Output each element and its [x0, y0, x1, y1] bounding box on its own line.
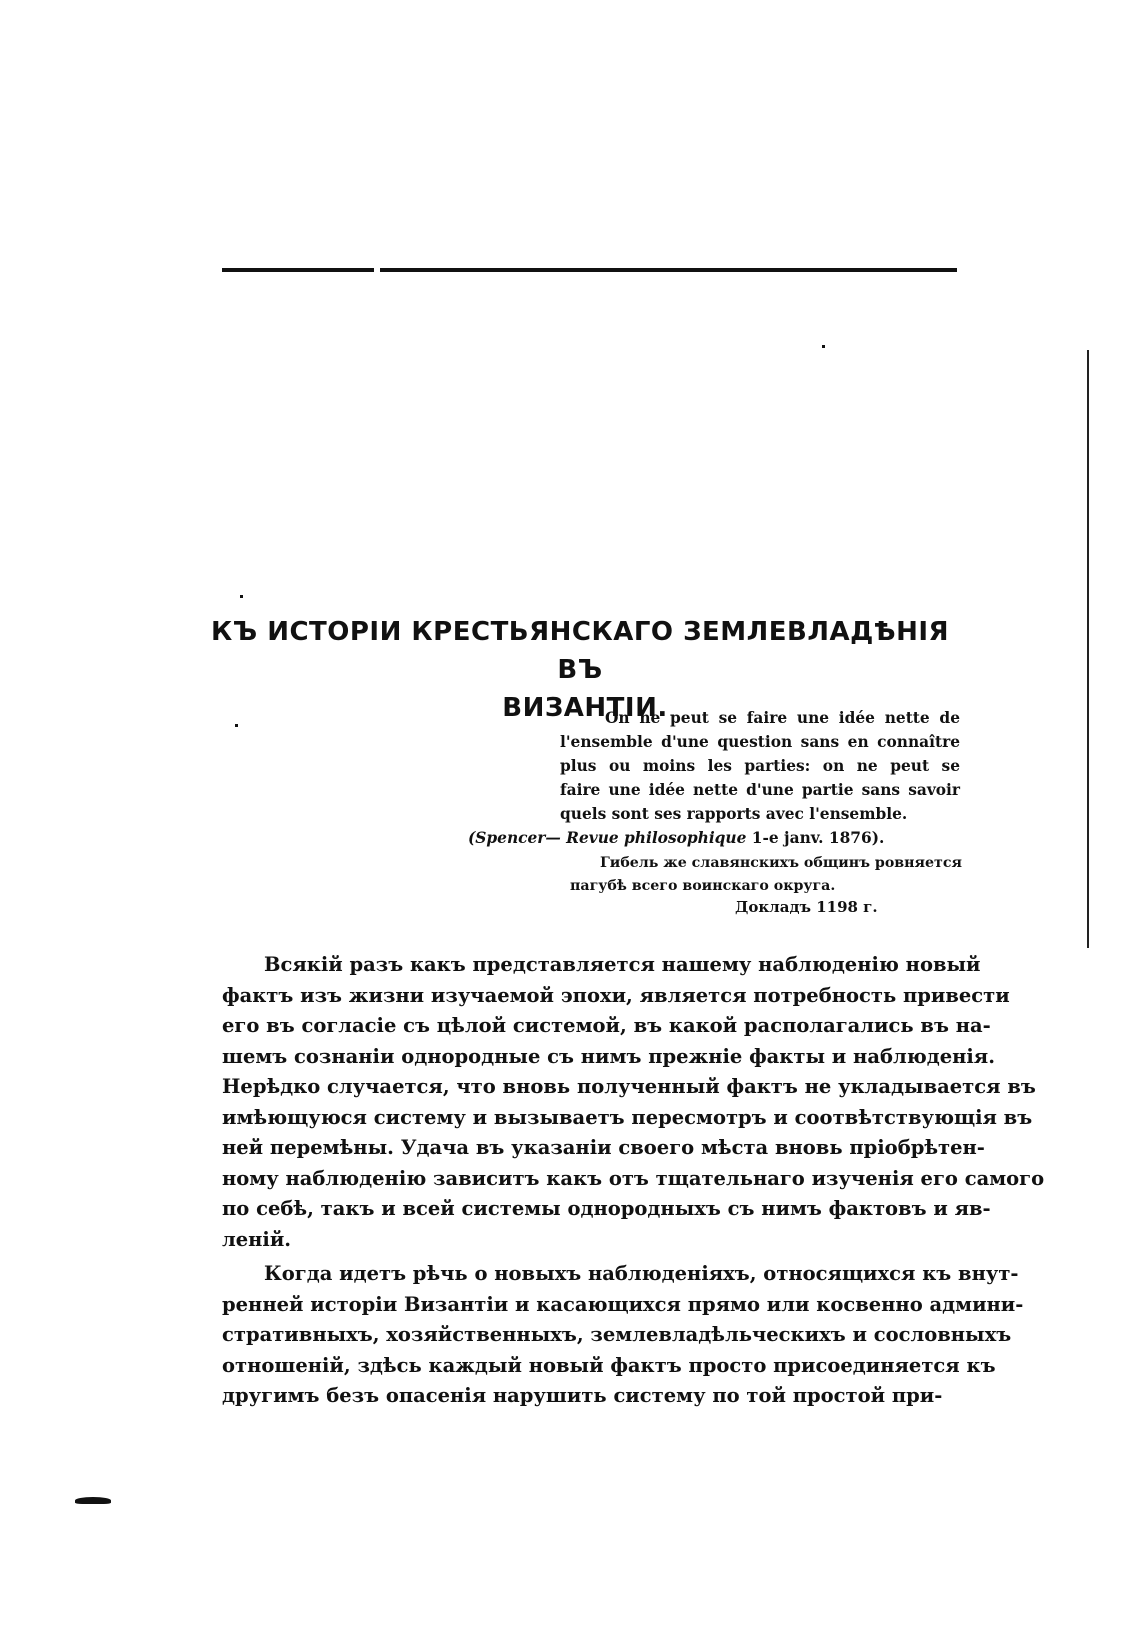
epigraph-attribution: Докладъ 1198 г.: [735, 898, 878, 916]
body-text: [222, 950, 1045, 1416]
margin-rule: [1087, 350, 1089, 948]
epigraph-line: quels sont ses rapports avec l'ensemble.: [560, 805, 908, 823]
ink-speck: [240, 595, 243, 598]
paragraph: [222, 1259, 1024, 1412]
epigraph-line: plus ou moins les parties: on ne peut se: [560, 757, 960, 775]
text-line: ней перемѣны. Удача въ указаніи своего мѣста вновь пріобрѣтен-: [222, 1136, 985, 1159]
text-line: его въ согласіе съ цѣлой системой, въ какой располагались въ на-: [222, 1014, 991, 1037]
ink-blot: [75, 1497, 111, 1504]
text-line: фактъ изъ жизни изучаемой эпохи, является потребность привести: [222, 983, 1010, 1007]
header-rule: [222, 268, 957, 272]
citation-journal: Revue philosophique: [566, 829, 747, 847]
text-line: ренней исторіи Византіи и касающихся прямо или косвенно админи-: [222, 1292, 1024, 1316]
epigraph-line: On ne peut se faire une idée nette de: [605, 709, 960, 727]
text-line: другимъ безъ опасенія нарушить систему по той простой при-: [222, 1384, 943, 1407]
text-line: ному наблюденію зависитъ какъ отъ тщательнаго изученія его самого: [222, 1166, 1045, 1190]
text-line: Всякій разъ какъ представляется нашему наблюденію новый: [264, 953, 981, 976]
text-line: отношеній, здѣсь каждый новый фактъ просто присоединяется къ: [222, 1353, 996, 1377]
epigraph-line: l'ensemble d'une question sans en connaître: [560, 733, 960, 751]
text-line: стративныхъ, хозяйственныхъ, землевладѣльческихъ и сословныхъ: [222, 1323, 1012, 1346]
title-line: ВИЗАНТІИ.: [502, 693, 668, 723]
russian-epigraph: [570, 852, 962, 898]
text-line: имѣющуюся систему и вызываетъ пересмотръ и соотвѣтствующія въ: [222, 1105, 1033, 1129]
citation-author: (Spencer—: [468, 829, 561, 847]
epigraph-line: пагубѣ всего воинскаго округа.: [570, 878, 836, 894]
french-epigraph: [560, 706, 960, 826]
text-line: Когда идетъ рѣчь о новыхъ наблюденіяхъ, относящихся къ внут-: [264, 1262, 1019, 1285]
text-line: леній.: [222, 1227, 292, 1251]
text-line: шемъ сознаніи однородные съ нимъ прежніе факты и наблюденія.: [222, 1044, 995, 1068]
epigraph-line: faire une idée nette d'une partie sans savoir: [560, 781, 960, 799]
paragraph: [222, 950, 1045, 1255]
title-line: КЪ ИСТОРІИ КРЕСТЬЯНСКАГО ЗЕМЛЕВЛАДѢНІЯ ВЪ: [210, 617, 950, 685]
text-line: Нерѣдко случается, что вновь полученный фактъ не укладывается въ: [222, 1075, 1036, 1098]
text-line: по себѣ, такъ и всей системы однородныхъ съ нимъ фактовъ и яв-: [222, 1197, 991, 1220]
epigraph-line: Гибель же славянскихъ общинъ ровняется: [600, 855, 962, 871]
citation-date: 1-e janv. 1876).: [751, 829, 885, 847]
ink-speck: [822, 345, 825, 348]
epigraph-citation: [468, 826, 908, 850]
